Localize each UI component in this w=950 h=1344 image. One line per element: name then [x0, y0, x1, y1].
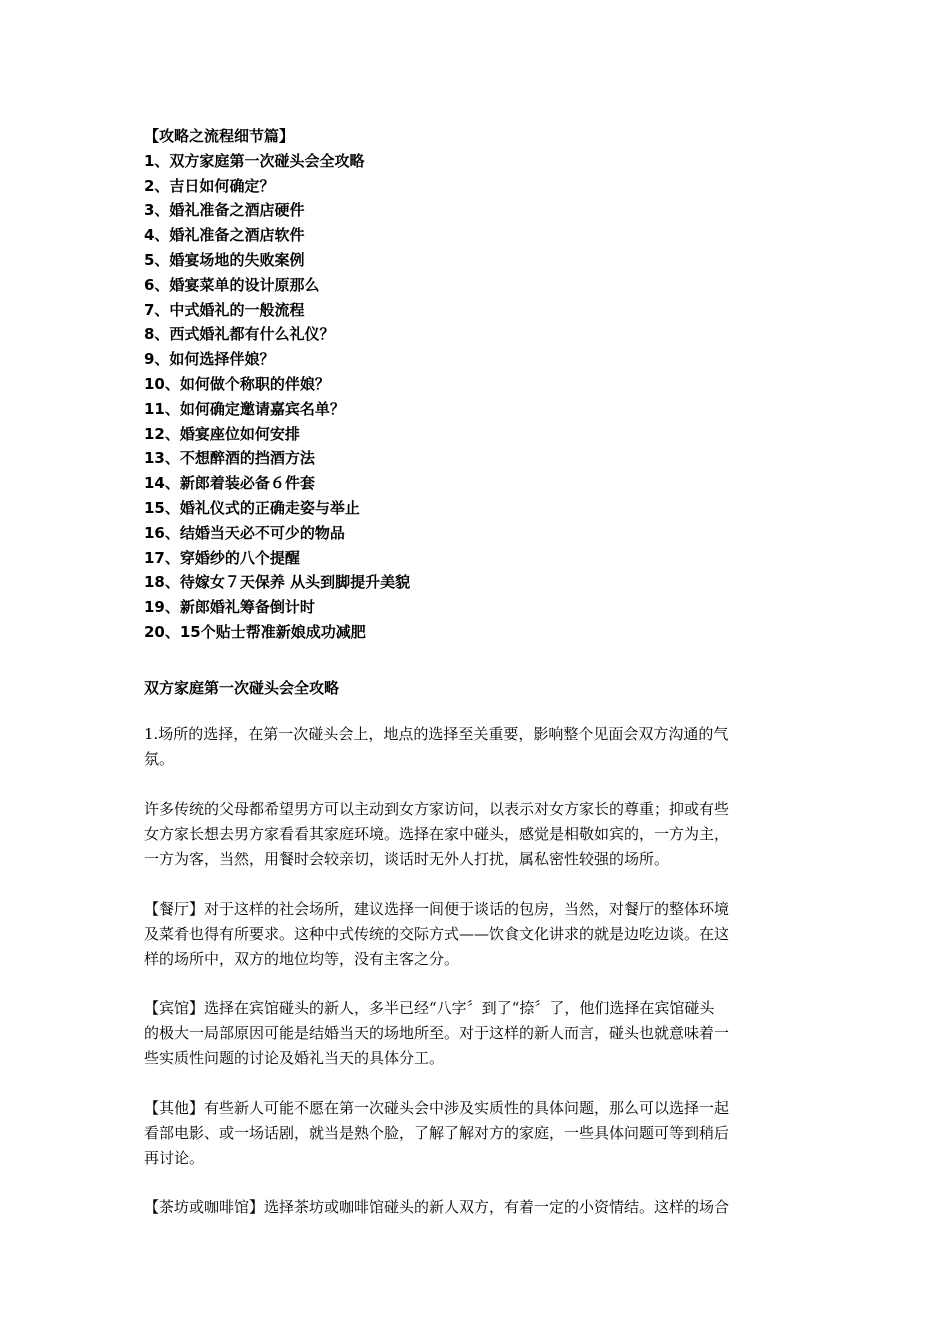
toc-item: 20、15个贴士帮准新娘成功减肥 — [144, 622, 366, 641]
paragraph-other — [144, 1096, 809, 1171]
toc-item: 17、穿婚纱的八个提醒 — [144, 548, 300, 567]
paragraph-line: 1.场所的选择，在第一次碰头会上，地点的选择至关重要，影响整个见面会双方沟通的气 — [144, 725, 729, 743]
toc-item: 7、中式婚礼的一般流程 — [144, 300, 305, 319]
toc-item: 14、新郎着装必备６件套 — [144, 474, 315, 493]
paragraph-line: 【餐厅】对于这样的社会场所，建议选择一间便于谈话的包房，当然，对餐厅的整体环境 — [144, 900, 730, 918]
toc-item: 11、如何确定邀请嘉宾名单？ — [144, 399, 345, 418]
toc-item: 18、待嫁女７天保养 从头到脚提升美貌 — [144, 573, 411, 592]
toc-item: 16、结婚当天必不可少的物品 — [144, 523, 345, 542]
paragraph-line: 一方为客，当然，用餐时会较亲切，谈话时无外人打扰，属私密性较强的场所。 — [144, 850, 670, 868]
toc-item: 6、婚宴菜单的设计原那么 — [144, 275, 320, 294]
paragraph-line: 【其他】有些新人可能不愿在第一次碰头会中涉及实质性的具体问题，那么可以选择一起 — [144, 1099, 730, 1117]
toc-item: 10、如何做个称职的伴娘？ — [144, 374, 330, 393]
paragraph-hotel — [144, 996, 809, 1071]
paragraph-line: 及菜肴也得有所要求。这种中式传统的交际方式——饮食文化讲求的就是边吃边谈。在这 — [144, 925, 730, 943]
toc-item: 4、婚礼准备之酒店软件 — [144, 226, 305, 245]
toc-heading: 【攻略之流程细节篇】 — [144, 127, 295, 145]
table-of-contents — [144, 124, 824, 645]
paragraph-teahouse — [144, 1195, 809, 1220]
paragraph-venue-choice — [144, 722, 809, 772]
paragraph-line: 些实质性问题的讨论及婚礼当天的具体分工。 — [144, 1049, 445, 1067]
paragraph-line: 样的场所中，双方的地位均等，没有主客之分。 — [144, 950, 460, 968]
paragraph-line: 【宾馆】选择在宾馆碰头的新人，多半已经“八字〞到了“捺〞了，他们选择在宾馆碰头 — [144, 999, 715, 1017]
paragraph-line: 许多传统的父母都希望男方可以主动到女方家访问，以表示对女方家长的尊重；抑或有些 — [144, 800, 730, 818]
toc-item: 12、婚宴座位如何安排 — [144, 424, 300, 443]
toc-item: 19、新郎婚礼筹备倒计时 — [144, 598, 315, 617]
toc-item: 3、婚礼准备之酒店硬件 — [144, 201, 305, 220]
section-title: 双方家庭第一次碰头会全攻略 — [144, 679, 340, 697]
toc-item: 8、西式婚礼都有什么礼仪？ — [144, 325, 335, 344]
toc-item: 9、如何选择伴娘？ — [144, 350, 275, 369]
toc-item: 5、婚宴场地的失败案例 — [144, 250, 305, 269]
toc-item: 13、不想醉酒的挡酒方法 — [144, 449, 315, 468]
toc-item: 2、吉日如何确定？ — [144, 176, 275, 195]
toc-item: 1、双方家庭第一次碰头会全攻略 — [144, 151, 365, 170]
toc-item: 15、婚礼仪式的正确走姿与举止 — [144, 498, 360, 517]
paragraph-restaurant — [144, 897, 809, 972]
paragraph-line: 的极大一局部原因可能是结婚当天的场地所至。对于这样的新人而言，碰头也就意味着一 — [144, 1024, 730, 1042]
paragraph-home — [144, 797, 809, 872]
paragraph-line: 看部电影、或一场话剧，就当是熟个脸，了解了解对方的家庭，一些具体问题可等到稍后 — [144, 1124, 730, 1142]
paragraph-line: 再讨论。 — [144, 1149, 205, 1167]
paragraph-line: 氛。 — [144, 750, 175, 768]
paragraph-line: 女方家长想去男方家看看其家庭环境。选择在家中碰头，感觉是相敬如宾的，一方为主， — [144, 825, 730, 843]
toc-list — [144, 149, 824, 645]
paragraph-line: 【茶坊或咖啡馆】选择茶坊或咖啡馆碰头的新人双方，有着一定的小资情结。这样的场合 — [144, 1198, 730, 1216]
